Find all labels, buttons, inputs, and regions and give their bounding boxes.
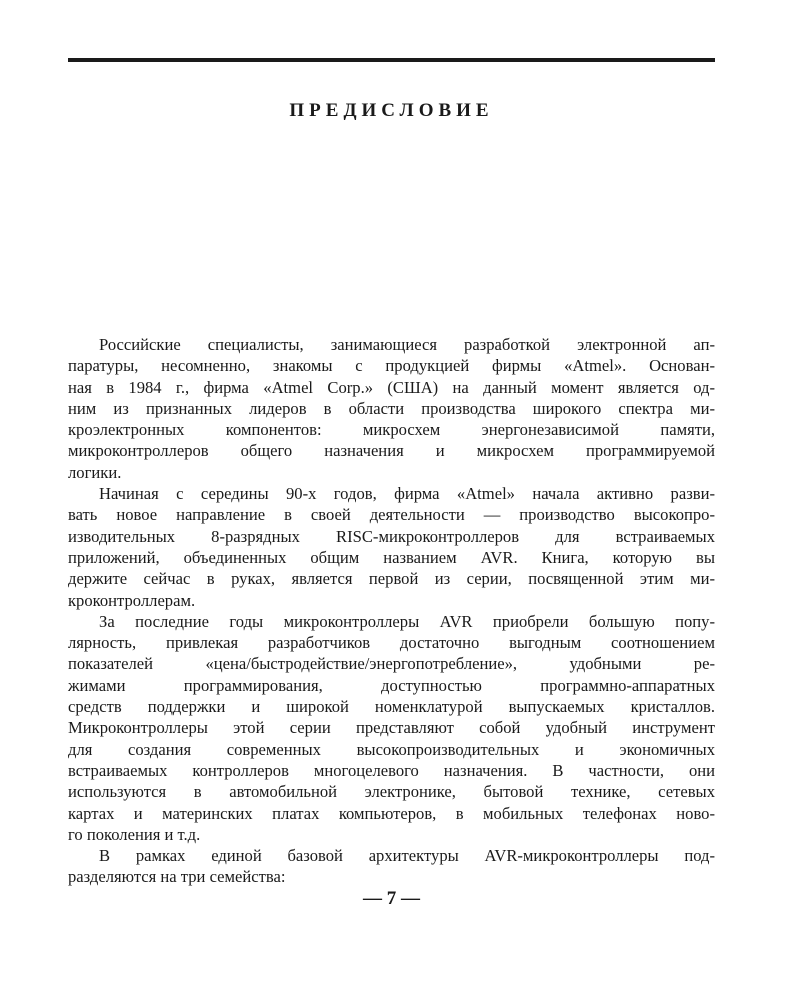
text-line: разделяются на три семейства:: [68, 867, 286, 887]
text-line: ним из признанных лидеров в области производства широкого спектра ми-: [68, 398, 715, 418]
text-line: Микроконтроллеры этой серии представляют собой удобный инструмент: [68, 718, 715, 738]
text-line: Начиная с середины 90-х годов, фирма «Atmel» начала активно разви-: [99, 484, 715, 504]
text-line: лярность, привлекая разработчиков достаточно выгодным соотношением: [68, 633, 715, 653]
text-line: используются в автомобильной электронике, бытовой технике, сетевых: [68, 782, 715, 802]
text-line: паратуры, несомненно, знакомы с продукцией фирмы «Atmel». Основан-: [68, 356, 715, 376]
paragraph: [68, 611, 715, 845]
top-rule: [68, 58, 715, 62]
text-line: изводительных 8-разрядных RISC-микроконтроллеров для встраиваемых: [68, 526, 715, 546]
text-line: вать новое направление в своей деятельности — производство высокопро-: [68, 505, 715, 525]
text-line: встраиваемых контроллеров многоцелевого назначения. В частности, они: [68, 760, 715, 780]
chapter-title: ПРЕДИСЛОВИЕ: [289, 100, 494, 121]
paragraph: [68, 334, 715, 483]
text-line: За последние годы микроконтроллеры AVR приобрели большую попу-: [99, 611, 715, 631]
paragraph: [68, 845, 715, 888]
text-line: микроконтроллеров общего назначения и микросхем программируемой: [68, 441, 715, 461]
text-line: го поколения и т.д.: [68, 824, 201, 844]
text-line: кроконтроллерам.: [68, 590, 196, 610]
text-line: жимами программирования, доступностью программно-аппаратных: [68, 675, 715, 695]
text-line: держите сейчас в руках, является первой из серии, посвященной этим ми-: [68, 569, 715, 589]
text-line: показателей «цена/быстродействие/энергопотребление», удобными ре-: [68, 654, 715, 674]
text-line: логики.: [68, 462, 122, 482]
text-line: ная в 1984 г., фирма «Atmel Corp.» (США) на данный момент является од-: [68, 377, 715, 397]
paragraph: [68, 483, 715, 611]
text-line: Российские специалисты, занимающиеся разработкой электронной ап-: [99, 335, 715, 354]
text-line: приложений, объединенных общим названием AVR. Книга, которую вы: [68, 547, 715, 567]
text-line: для создания современных высокопроизводительных и экономичных: [68, 739, 715, 759]
body-text: [68, 334, 715, 888]
text-line: средств поддержки и широкой номенклатурой выпускаемых кристаллов.: [68, 697, 715, 717]
text-line: картах и материнских платах компьютеров, в мобильных телефонах ново-: [68, 803, 715, 823]
text-line: кроэлектронных компонентов: микросхем энергонезависимой памяти,: [68, 420, 715, 440]
text-line: В рамках единой базовой архитектуры AVR-микроконтроллеры под-: [99, 846, 715, 866]
page-number: — 7 —: [363, 888, 420, 909]
